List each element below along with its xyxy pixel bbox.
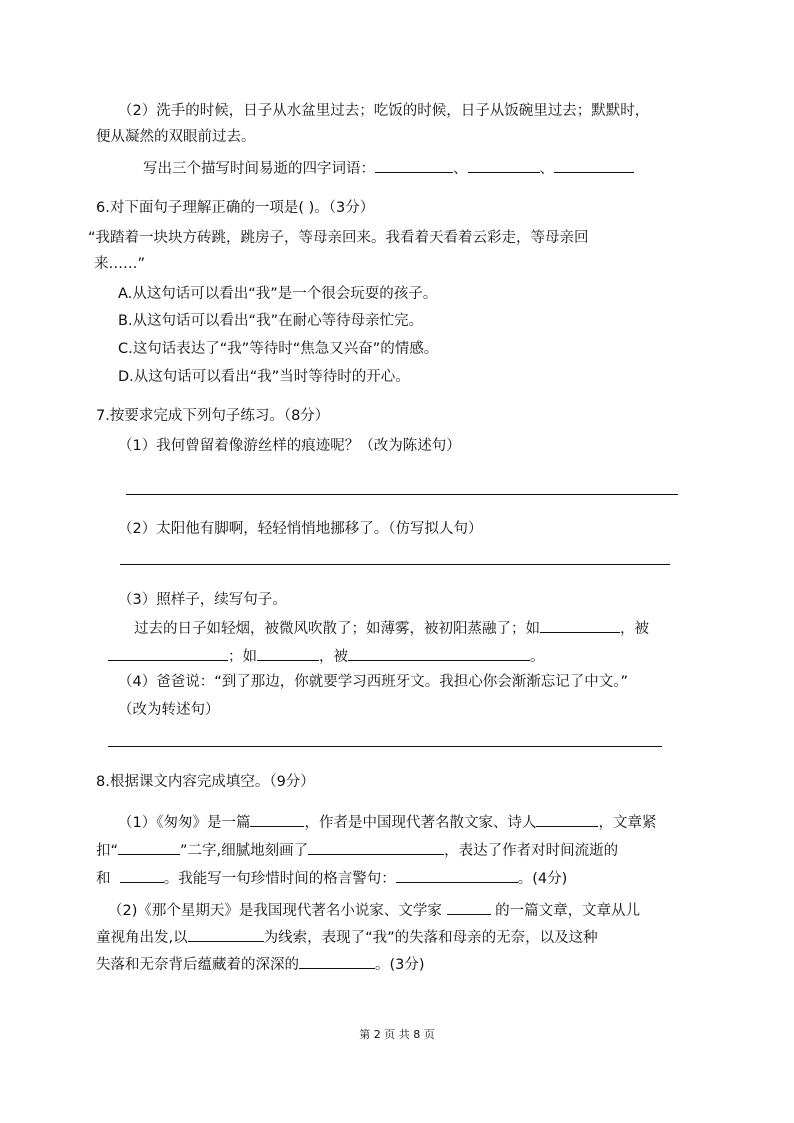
q8-p1-i: 。(4分)	[517, 871, 568, 887]
q7-s3-end: 。	[530, 649, 545, 665]
q7-answer-line-4[interactable]	[108, 746, 662, 747]
q5-passage-line1: （2）洗手的时候，日子从水盆里过去；吃饭的时候，日子从饭碗里过去；默默时，	[118, 103, 650, 119]
q7-sentence-4-line2: （改为转述句）	[118, 702, 220, 718]
q5-answer-blank-2[interactable]	[468, 158, 540, 173]
q8-p1-line3	[96, 868, 567, 889]
q7-s3-text: 过去的日子如轻烟，被微风吹散了；如薄雾，被初阳蒸融了；如	[134, 621, 540, 637]
q7-sentence-3-continue	[108, 646, 545, 667]
q7-s3-blank-2[interactable]	[108, 646, 228, 661]
q8-p1-d: 扣“	[96, 843, 119, 859]
q8-blank-emotion[interactable]	[299, 954, 375, 969]
q8-p2-line3	[96, 954, 425, 975]
q7-title: 7.按要求完成下列句子练习。（8分）	[96, 408, 330, 424]
q7-sentence-4-line1: （4）爸爸说：“到了那边，你就要学习西班牙文。我担心你会渐渐忘记了中文。”	[118, 674, 628, 690]
q8-p2-line1	[108, 900, 640, 921]
q7-s3-blank-1[interactable]	[540, 618, 620, 633]
q8-p1-c: ，文章紧	[598, 815, 657, 831]
q8-p2-e: 失落和无奈背后蕴藏着的深深的	[96, 957, 299, 973]
q8-blank-novelist[interactable]	[447, 900, 491, 915]
q5-answer-blank-3[interactable]	[554, 158, 634, 173]
q8-p2-f: 。(3分)	[375, 957, 425, 973]
q5-passage-line2: 便从凝然的双眼前过去。	[96, 129, 256, 145]
q7-answer-line-1[interactable]	[126, 494, 678, 495]
q6-quote-line1: “我踏着一块块方砖跳，跳房子，等母亲回来。我看着天看着云彩走，等母亲回	[88, 230, 589, 246]
q5-task	[143, 158, 634, 179]
q7-s3-blank-3[interactable]	[257, 646, 319, 661]
q8-p1-line2	[96, 840, 618, 861]
q8-p2-line2	[96, 927, 598, 948]
q5-sep-2: 、	[539, 161, 554, 177]
q8-p2-a: （2)《那个星期天》是我国现代著名小说家、文学家	[108, 903, 442, 919]
q8-blank-described[interactable]	[308, 840, 444, 855]
q8-p1-f: ，表达了作者对时间流逝的	[444, 843, 619, 859]
q8-p2-c: 童视角出发,以	[96, 930, 188, 946]
q8-p1-h: 。我能写一句珍惜时间的格言警句：	[163, 871, 396, 887]
q8-blank-clue[interactable]	[188, 927, 264, 942]
q7-s3-bei: ，被	[620, 621, 649, 637]
q8-blank-genre[interactable]	[250, 812, 304, 827]
q6-quote-line2: 来……”	[94, 256, 146, 272]
q8-p1-b: ，作者是中国现代著名散文家、诗人	[304, 815, 537, 831]
q8-p1-g: 和	[96, 871, 111, 887]
q6-title: 6.对下面句子理解正确的一项是( )。（3分）	[96, 200, 375, 216]
q6-option-d[interactable]: D.从这句话可以看出“我”当时等待时的开心。	[118, 369, 410, 385]
q7-sentence-3-example	[134, 618, 649, 639]
q8-blank-keyword[interactable]	[118, 840, 180, 855]
q7-sentence-2: （2）太阳他有脚啊，轻轻悄悄地挪移了。（仿写拟人句）	[118, 521, 483, 537]
q7-s3-blank-4[interactable]	[348, 646, 530, 661]
q8-p2-b: 的一篇文章，文章从儿	[495, 903, 641, 919]
q8-blank-motto[interactable]	[396, 868, 518, 883]
page-footer: 第 2 页 共 8 页	[359, 1028, 435, 1041]
q7-s3-bei2: ，被	[319, 649, 348, 665]
q8-blank-author[interactable]	[536, 812, 598, 827]
q6-option-b[interactable]: B.从这句话可以看出“我”在耐心等待母亲忙完。	[118, 313, 424, 329]
q8-p1-line1	[118, 812, 656, 833]
q6-option-a[interactable]: A.从这句话可以看出“我”是一个很会玩耍的孩子。	[118, 286, 438, 302]
q5-answer-blank-1[interactable]	[375, 158, 453, 173]
q7-s3-ru: ；如	[228, 649, 257, 665]
q8-p1-e: ”二字,细腻地刻画了	[180, 843, 309, 859]
q8-title: 8.根据课文内容完成填空。（9分）	[96, 774, 315, 790]
q8-blank-feeling[interactable]	[120, 868, 164, 883]
q7-answer-line-2[interactable]	[120, 564, 670, 565]
q8-p2-d: 为线索，表现了“我”的失落和母亲的无奈，以及这种	[263, 930, 598, 946]
q5-task-text: 写出三个描写时间易逝的四字词语：	[143, 161, 375, 177]
q6-option-c[interactable]: C.这句话表达了“我”等待时“焦急又兴奋”的情感。	[118, 341, 439, 357]
q7-sentence-3: （3）照样子，续写句子。	[118, 592, 287, 608]
q8-p1-a: （1）《匆匆》是一篇	[118, 815, 251, 831]
q5-sep-1: 、	[453, 161, 468, 177]
q7-sentence-1: （1）我何曾留着像游丝样的痕迹呢？（改为陈述句）	[118, 438, 461, 454]
